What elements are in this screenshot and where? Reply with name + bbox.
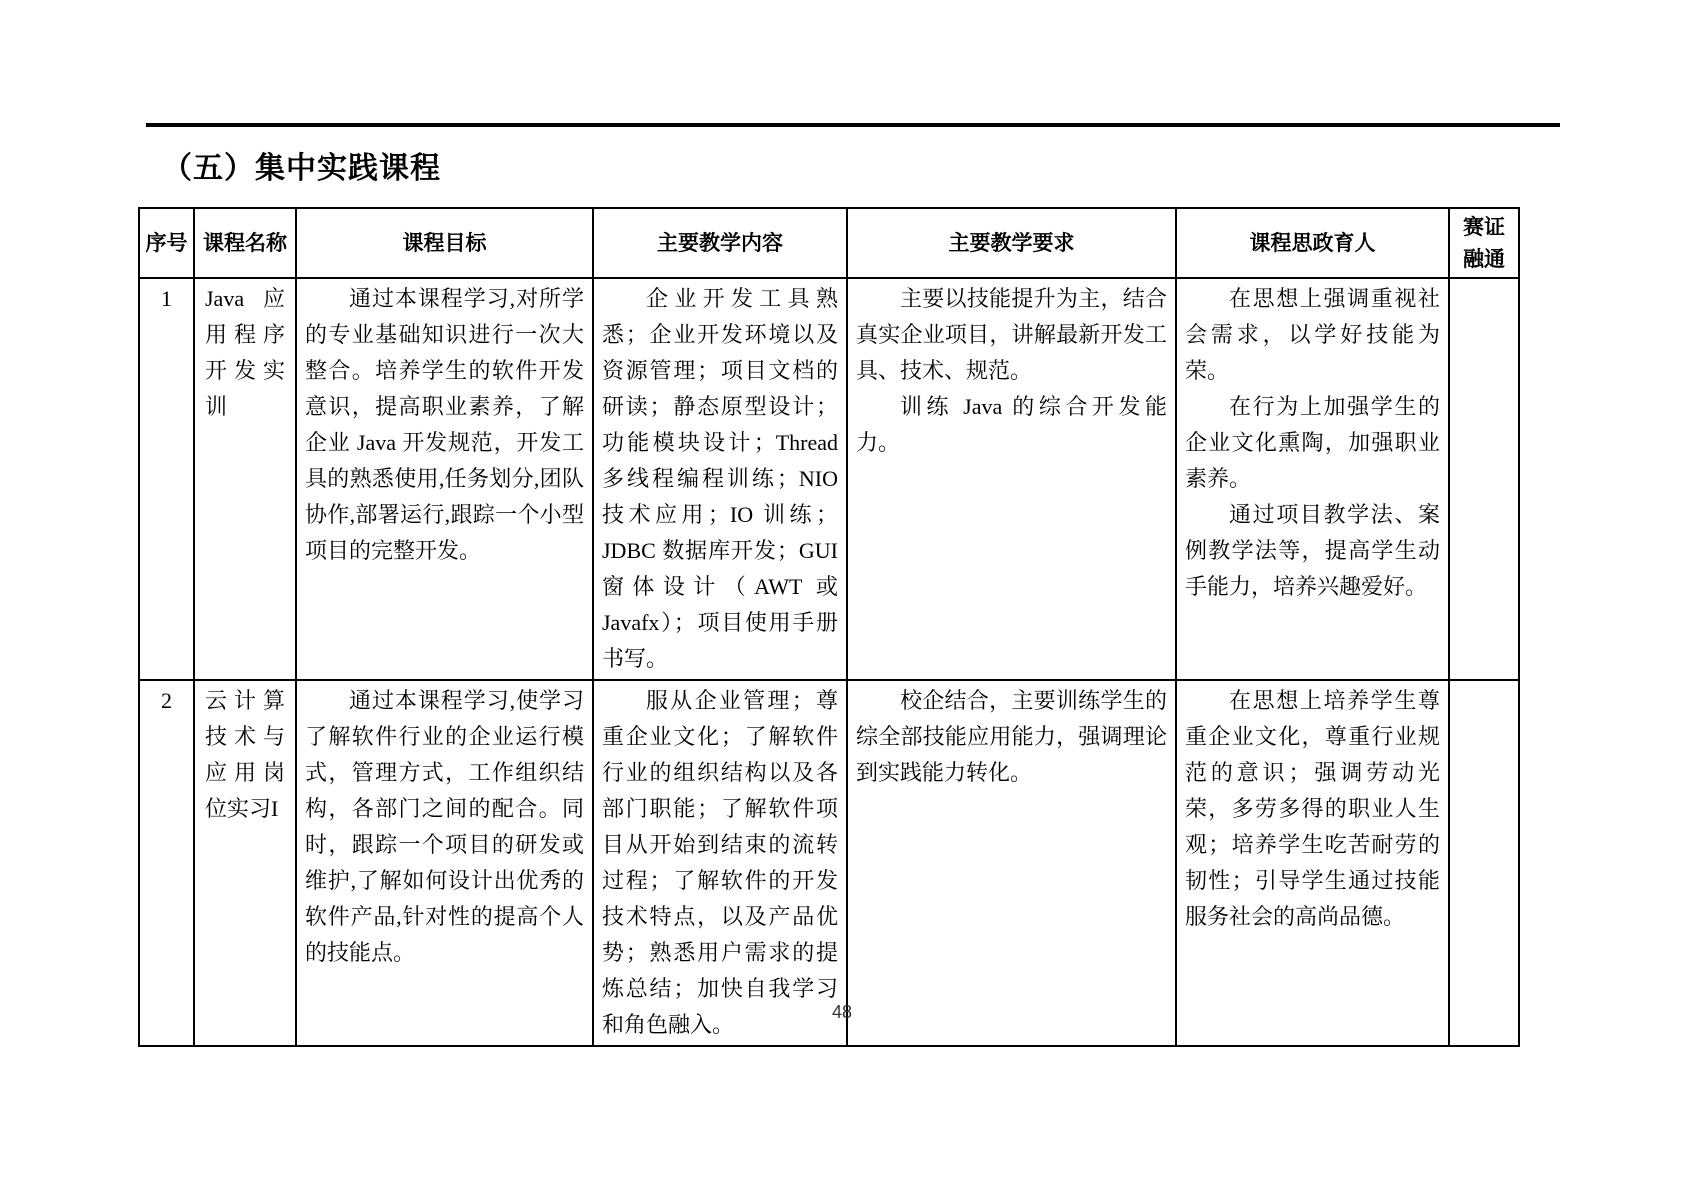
requirements-paragraph: 主要以技能提升为主，结合真实企业项目，讲解最新开发工具、技术、规范。: [856, 286, 1167, 383]
cell-index: 1: [139, 278, 194, 680]
cell-course-name: Java 应用程序开发实训: [194, 278, 296, 680]
cell-ideology: [1176, 278, 1449, 680]
cell-course-name: 云计算技术与应用岗位实习I: [194, 680, 296, 1046]
course-table-container: [138, 207, 1520, 1047]
cell-certification: [1449, 278, 1519, 680]
ideology-paragraph: 在行为上加强学生的企业文化熏陶，加强职业素养。: [1185, 394, 1440, 491]
ideology-paragraph: 在思想上培养学生尊重企业文化，尊重行业规范的意识；强调劳动光荣，多劳多得的职业人生观；培养学生吃苦耐劳的韧性；引导学生通过技能服务社会的高尚品德。: [1185, 688, 1440, 929]
section-title: （五）集中实践课程: [162, 152, 441, 185]
header-certification: 赛证融通: [1449, 208, 1519, 278]
page-header-rule: [146, 123, 1560, 127]
page-number: 48: [831, 1002, 853, 1022]
header-ideology: 课程思政育人: [1176, 208, 1449, 278]
cell-requirements: [847, 680, 1176, 1046]
course-table: [138, 207, 1520, 1047]
cell-content: [593, 278, 847, 680]
cell-ideology: [1176, 680, 1449, 1046]
table-row: [139, 680, 1519, 1046]
cell-index: 2: [139, 680, 194, 1046]
content-paragraph: 企业开发工具熟悉；企业开发环境以及资源管理；项目文档的研读；静态原型设计；功能模块设计；Thread 多线程编程训练；NIO 技术应用；IO 训练；JDBC 数据库开发；GUI 窗体设计（AWT 或 Javafx）；项目使用手册书写。: [602, 286, 838, 671]
ideology-paragraph: 在思想上强调重视社会需求，以学好技能为荣。: [1185, 286, 1440, 383]
requirements-paragraph: 校企结合，主要训练学生的综全部技能应用能力，强调理论到实践能力转化。: [856, 688, 1167, 785]
header-objectives: 课程目标: [296, 208, 593, 278]
cell-objectives: [296, 680, 593, 1046]
ideology-paragraph: 通过项目教学法、案例教学法等，提高学生动手能力，培养兴趣爱好。: [1185, 502, 1440, 599]
table-row: [139, 278, 1519, 680]
cell-certification: [1449, 680, 1519, 1046]
cell-requirements: [847, 278, 1176, 680]
table-header-row: [139, 208, 1519, 278]
header-course-name: 课程名称: [194, 208, 296, 278]
header-index: 序号: [139, 208, 194, 278]
objectives-paragraph: 通过本课程学习,对所学的专业基础知识进行一次大整合。培养学生的软件开发意识，提高职业素养，了解企业 Java 开发规范，开发工具的熟悉使用,任务划分,团队协作,部署运行,跟踪一个小型项目的完整开发。: [305, 286, 584, 563]
content-paragraph: 服从企业管理；尊重企业文化；了解软件行业的组织结构以及各部门职能；了解软件项目从开始到结束的流转过程；了解软件的开发技术特点，以及产品优势；熟悉用户需求的提炼总结；加快自我学习和角色融入。: [602, 688, 838, 1037]
requirements-paragraph: 训练 Java 的综合开发能力。: [856, 394, 1167, 455]
cell-content: [593, 680, 847, 1046]
header-content: 主要教学内容: [593, 208, 847, 278]
header-requirements: 主要教学要求: [847, 208, 1176, 278]
objectives-paragraph: 通过本课程学习,使学习了解软件行业的企业运行模式，管理方式，工作组织结构，各部门之间的配合。同时，跟踪一个项目的研发或维护,了解如何设计出优秀的软件产品,针对性的提高个人的技能点。: [305, 688, 584, 965]
cell-objectives: [296, 278, 593, 680]
